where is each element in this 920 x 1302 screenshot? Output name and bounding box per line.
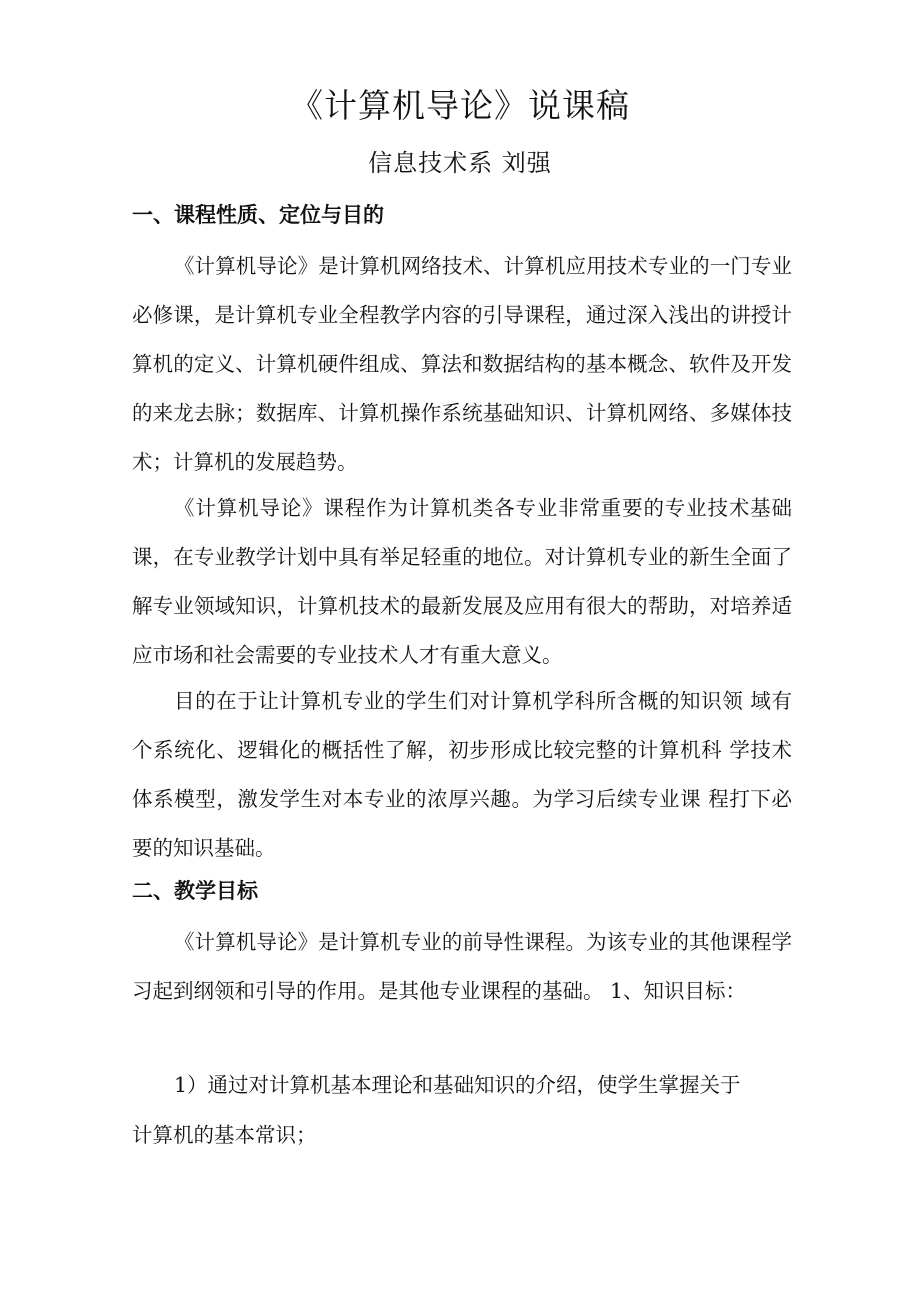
section1-paragraph-1: 《计算机导论》是计算机网络技术、计算机应用技术专业的一门专业必修课，是计算机专业全程教学内容的引导课程，通过深入浅出的讲授计算机的定义、计算机硬件组成、算法和数据结构的基本概念、软件及开发的来龙去脉；数据库、计算机操作系统基础知识、计算机网络、多媒体技术；计算机的发展趋势。 xyxy=(132,254,792,474)
document-title: 《计算机导论》说课稿 xyxy=(290,86,630,125)
knowledge-item-1-line-2: 计算机的基本常识； xyxy=(132,1123,317,1147)
knowledge-item-1-line-1: 1）通过对计算机基本理论和基础知识的介绍，使学生掌握关于 xyxy=(174,1073,741,1097)
section2-paragraph: 《计算机导论》是计算机专业的前导性课程。为该专业的其他课程学习起到纲领和引导的作用。是其他专业课程的基础。 1、知识目标： xyxy=(132,930,792,1003)
section1-paragraph-2: 《计算机导论》课程作为计算机类各专业非常重要的专业技术基础课，在专业教学计划中具有举足轻重的地位。对计算机专业的新生全面了解专业领域知识，计算机技术的最新发展及应用有很大的帮助，对培养适应市场和社会需要的专业技术人才有重大意义。 xyxy=(132,496,792,667)
section2-heading: 二、教学目标 xyxy=(132,879,258,903)
section1-heading: 一、课程性质、定位与目的 xyxy=(132,203,384,227)
section1-paragraph-3: 目的在于让计算机专业的学生们对计算机学科所含概的知识领 域有个系统化、逻辑化的概括性了解，初步形成比较完整的计算机科 学技术体系模型，激发学生对本专业的浓厚兴趣。为学习后续专业课 程打下必要的知识基础。 xyxy=(132,689,792,860)
author-line: 信息技术系 刘强 xyxy=(368,149,552,177)
